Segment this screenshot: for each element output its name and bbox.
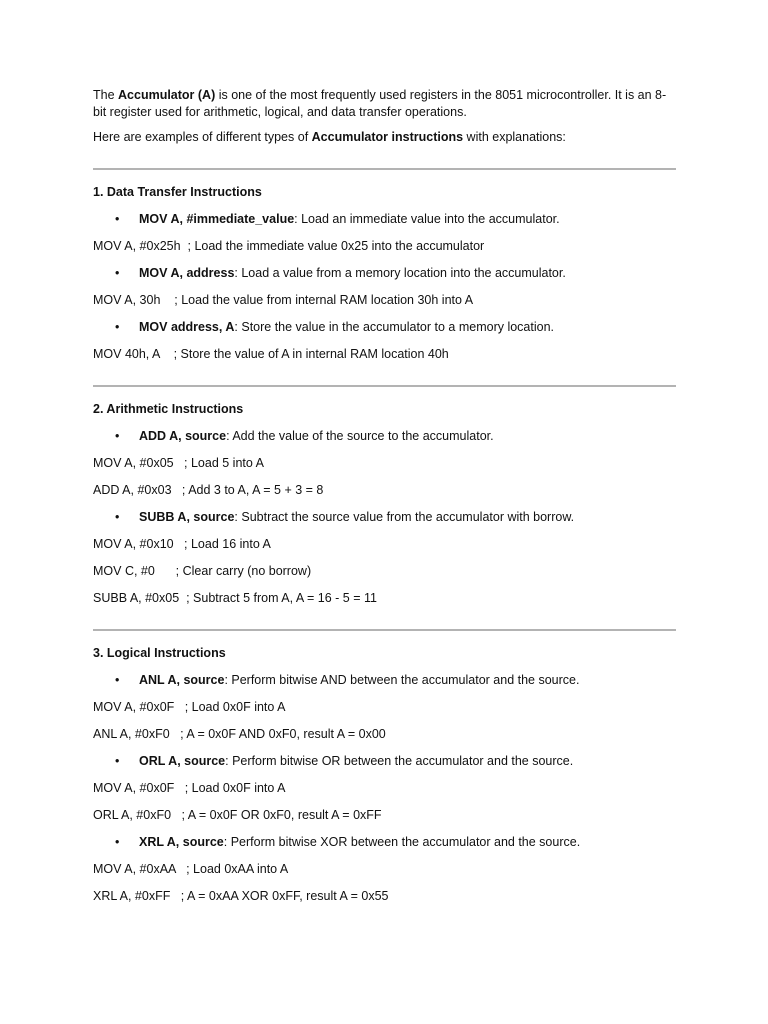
code-line: MOV A, #0xAA ; Load 0xAA into A: [93, 862, 289, 876]
section-divider: [93, 629, 676, 631]
instruction-name: ORL A, source: [139, 754, 226, 768]
code-line: MOV C, #0 ; Clear carry (no borrow): [93, 564, 312, 578]
instruction-desc: : Add the value of the source to the accumulator.: [226, 429, 494, 443]
intro-bold-term: Accumulator (A): [118, 88, 216, 102]
instruction-name: ADD A, source: [139, 429, 227, 443]
bullet-icon: •: [115, 266, 120, 280]
section-title: 1. Data Transfer Instructions: [93, 185, 262, 199]
intro-text: Here are examples of different types of: [93, 130, 312, 144]
list-item: [93, 672, 676, 689]
instruction-desc: : Subtract the source value from the accumulator with borrow.: [234, 510, 575, 524]
document-page: [93, 87, 676, 915]
intro-paragraph-2: [93, 129, 676, 146]
instruction-name: MOV address, A: [139, 320, 235, 334]
code-line: MOV A, #0x0F ; Load 0x0F into A: [93, 781, 286, 795]
list-item: [93, 509, 676, 526]
code-line: MOV A, #0x0F ; Load 0x0F into A: [93, 700, 286, 714]
bullet-icon: •: [115, 673, 120, 687]
section-title: 2. Arithmetic Instructions: [93, 402, 244, 416]
code-line: MOV A, #0x25h ; Load the immediate value 0x25 into the accumulator: [93, 239, 485, 253]
code-line: XRL A, #0xFF ; A = 0xAA XOR 0xFF, result A = 0x55: [93, 889, 389, 903]
list-item: [93, 834, 676, 851]
code-line: ORL A, #0xF0 ; A = 0x0F OR 0xF0, result A = 0xFF: [93, 808, 382, 822]
intro-bold-term: Accumulator instructions: [311, 130, 464, 144]
instruction-desc: : Load a value from a memory location into the accumulator.: [234, 266, 566, 280]
code-line: MOV A, #0x05 ; Load 5 into A: [93, 456, 264, 470]
code-line: MOV A, 30h ; Load the value from internal RAM location 30h into A: [93, 293, 474, 307]
instruction-desc: : Perform bitwise XOR between the accumulator and the source.: [223, 835, 581, 849]
intro-text: is one of the most frequently used registers in the 8051 microcontroller. It is an 8-bit register used for arithmetic, logical, and data transfer operations.: [93, 88, 667, 119]
bullet-icon: •: [115, 510, 120, 524]
bullet-icon: •: [115, 835, 120, 849]
list-item: [93, 319, 676, 336]
instruction-name: MOV A, address: [139, 266, 235, 280]
intro-text: The: [93, 88, 119, 102]
list-item: [93, 265, 676, 282]
bullet-icon: •: [115, 429, 120, 443]
bullet-icon: •: [115, 754, 120, 768]
instruction-desc: : Store the value in the accumulator to a memory location.: [234, 320, 555, 334]
code-line: MOV A, #0x10 ; Load 16 into A: [93, 537, 271, 551]
code-line: ADD A, #0x03 ; Add 3 to A, A = 5 + 3 = 8: [93, 483, 324, 497]
code-line: ANL A, #0xF0 ; A = 0x0F AND 0xF0, result A = 0x00: [93, 727, 386, 741]
list-item: [93, 428, 676, 445]
instruction-desc: : Perform bitwise AND between the accumulator and the source.: [224, 673, 580, 687]
instruction-name: XRL A, source: [139, 835, 224, 849]
intro-text: with explanations:: [463, 130, 566, 144]
section-title: 3. Logical Instructions: [93, 646, 226, 660]
section-divider: [93, 168, 676, 170]
instruction-name: MOV A, #immediate_value: [139, 212, 295, 226]
bullet-icon: •: [115, 212, 120, 226]
code-line: SUBB A, #0x05 ; Subtract 5 from A, A = 16 - 5 = 11: [93, 591, 377, 605]
bullet-icon: •: [115, 320, 120, 334]
instruction-desc: : Load an immediate value into the accumulator.: [294, 212, 560, 226]
section-divider: [93, 385, 676, 387]
instruction-name: ANL A, source: [139, 673, 225, 687]
instruction-desc: : Perform bitwise OR between the accumulator and the source.: [225, 754, 574, 768]
intro-paragraph: [93, 87, 676, 121]
instruction-name: SUBB A, source: [139, 510, 235, 524]
code-line: MOV 40h, A ; Store the value of A in internal RAM location 40h: [93, 347, 449, 361]
list-item: [93, 211, 676, 228]
list-item: [93, 753, 676, 770]
